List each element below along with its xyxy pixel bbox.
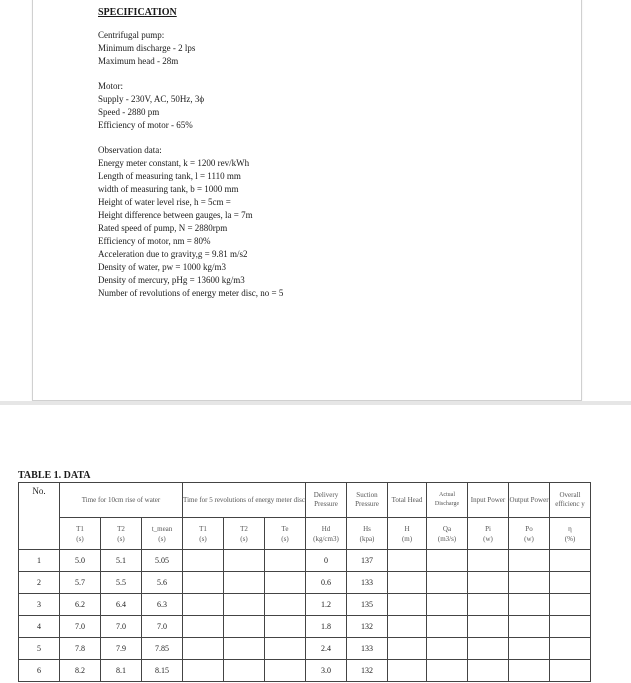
header-water-rise: Time for 10cm rise of water — [60, 483, 183, 518]
table-cell — [224, 572, 265, 594]
table-cell — [468, 616, 509, 638]
table-cell — [388, 550, 427, 572]
table-cell — [183, 550, 224, 572]
observation-line: Height of water level rise, h = 5cm = — [98, 197, 231, 207]
table-cell: 6.3 — [142, 594, 183, 616]
sub-unit: (s) — [240, 534, 248, 543]
observation-line: Efficiency of motor, nm = 80% — [98, 236, 211, 246]
motor-line: Motor: — [98, 81, 124, 91]
table-cell — [388, 616, 427, 638]
table-cell: 7.9 — [101, 638, 142, 660]
table-cell — [388, 660, 427, 682]
page-gap — [0, 401, 631, 405]
subheader-cell — [265, 518, 306, 550]
table-cell — [224, 594, 265, 616]
table-cell: 0.6 — [306, 572, 347, 594]
sub-symbol: Po — [525, 524, 533, 533]
table-cell: 2.4 — [306, 638, 347, 660]
motor-line: Supply - 230V, AC, 50Hz, 3ϕ — [98, 94, 205, 104]
observation-block — [98, 144, 283, 300]
table-cell — [265, 594, 306, 616]
table-cell — [427, 660, 468, 682]
subheader-cell — [306, 518, 347, 550]
sub-symbol: Hd — [321, 524, 331, 533]
header-energy-disc: Time for 5 revolutions of energy meter disc — [183, 483, 306, 518]
table-cell — [509, 594, 550, 616]
row-number: 4 — [19, 616, 60, 638]
subheader-cell — [101, 518, 142, 550]
header-overall-efficiency: Overall efficienc y — [550, 483, 591, 518]
table-cell — [550, 594, 591, 616]
table-row — [19, 660, 591, 682]
table-cell — [183, 572, 224, 594]
table-row — [19, 616, 591, 638]
table-cell: 137 — [347, 550, 388, 572]
subheader-cell — [388, 518, 427, 550]
observation-line: Rated speed of pump, N = 2880rpm — [98, 223, 228, 233]
table-row — [19, 572, 591, 594]
sub-symbol: Hs — [363, 524, 371, 533]
table-cell — [509, 572, 550, 594]
observation-line: Energy meter constant, k = 1200 rev/kWh — [98, 158, 250, 168]
table-cell — [509, 616, 550, 638]
observation-line: Observation data: — [98, 145, 162, 155]
table-cell — [427, 616, 468, 638]
row-number: 3 — [19, 594, 60, 616]
table-cell — [509, 660, 550, 682]
header-no: No. — [19, 483, 60, 550]
table-cell — [183, 616, 224, 638]
sub-symbol: H — [404, 524, 410, 533]
sub-unit: (s) — [199, 534, 207, 543]
table-cell — [427, 638, 468, 660]
table-cell: 7.0 — [60, 616, 101, 638]
subheader-cell — [468, 518, 509, 550]
observation-line: Density of water, pw = 1000 kg/m3 — [98, 262, 226, 272]
sub-unit: (w) — [524, 534, 534, 543]
sub-unit: (kpa) — [359, 534, 375, 543]
motor-line: Efficiency of motor - 65% — [98, 120, 193, 130]
table-cell — [468, 550, 509, 572]
table-cell — [265, 616, 306, 638]
subheader-cell — [427, 518, 468, 550]
row-number: 1 — [19, 550, 60, 572]
table-cell — [265, 550, 306, 572]
table-cell: 133 — [347, 638, 388, 660]
header-output-power: Output Power — [509, 483, 550, 518]
pump-block — [98, 29, 283, 68]
table-cell — [427, 572, 468, 594]
subheader-cell — [60, 518, 101, 550]
pump-line: Minimum discharge - 2 lps — [98, 43, 196, 53]
sub-unit: (m) — [401, 534, 413, 543]
row-number: 5 — [19, 638, 60, 660]
observation-line: Length of measuring tank, l = 1110 mm — [98, 171, 241, 181]
table-cell — [427, 594, 468, 616]
table-cell: 7.8 — [60, 638, 101, 660]
table-cell: 5.0 — [60, 550, 101, 572]
sub-symbol: t_mean — [151, 524, 173, 533]
table-cell: 5.6 — [142, 572, 183, 594]
sub-unit: (s) — [158, 534, 166, 543]
table-cell: 7.0 — [142, 616, 183, 638]
observation-line: width of measuring tank, b = 1000 mm — [98, 184, 239, 194]
table-cell: 6.2 — [60, 594, 101, 616]
table-cell — [388, 572, 427, 594]
subheader-cell — [183, 518, 224, 550]
table-cell: 132 — [347, 616, 388, 638]
motor-block — [98, 80, 283, 132]
table-cell — [183, 660, 224, 682]
sub-unit: (%) — [564, 534, 576, 543]
observation-line: Number of revolutions of energy meter disc, no = 5 — [98, 288, 284, 298]
specification-section — [98, 6, 283, 312]
table-subheader-row — [19, 518, 591, 550]
table-cell: 8.1 — [101, 660, 142, 682]
table-cell — [224, 550, 265, 572]
table-cell — [265, 660, 306, 682]
table-cell — [224, 638, 265, 660]
table-cell — [468, 572, 509, 594]
table-cell — [427, 550, 468, 572]
table-cell — [550, 616, 591, 638]
observation-line: Acceleration due to gravity,g = 9.81 m/s2 — [98, 249, 248, 259]
table-cell: 132 — [347, 660, 388, 682]
table-cell: 8.2 — [60, 660, 101, 682]
table-title: TABLE 1. DATA — [18, 470, 91, 481]
sub-symbol: T1 — [199, 524, 207, 533]
motor-line: Speed - 2880 pm — [98, 107, 160, 117]
table-cell — [550, 550, 591, 572]
table-cell: 0 — [306, 550, 347, 572]
subheader-cell — [509, 518, 550, 550]
sub-unit: (m3/s) — [437, 534, 457, 543]
table-header-row — [19, 483, 591, 518]
table-cell: 5.7 — [60, 572, 101, 594]
subheader-cell — [550, 518, 591, 550]
table-cell: 7.85 — [142, 638, 183, 660]
table-cell: 5.1 — [101, 550, 142, 572]
table-cell: 3.0 — [306, 660, 347, 682]
sub-symbol: η — [568, 524, 572, 533]
table-cell — [509, 550, 550, 572]
table-cell: 6.4 — [101, 594, 142, 616]
table-cell: 135 — [347, 594, 388, 616]
table-cell — [388, 594, 427, 616]
table-cell — [468, 638, 509, 660]
table-cell: 133 — [347, 572, 388, 594]
header-actual-discharge: Actual Discharge — [427, 483, 468, 518]
sub-symbol: T1 — [76, 524, 84, 533]
sub-symbol: Te — [281, 524, 289, 533]
header-input-power: Input Power — [468, 483, 509, 518]
row-number: 2 — [19, 572, 60, 594]
table-row — [19, 550, 591, 572]
table-body — [19, 550, 591, 682]
observation-line: Density of mercury, pHg = 13600 kg/m3 — [98, 275, 245, 285]
table-row — [19, 638, 591, 660]
table-cell — [550, 660, 591, 682]
sub-unit: (s) — [76, 534, 84, 543]
header-delivery: Delivery Pressure — [306, 483, 347, 518]
table-cell: 5.5 — [101, 572, 142, 594]
table-cell — [468, 594, 509, 616]
header-suction: Suction Pressure — [347, 483, 388, 518]
row-number: 6 — [19, 660, 60, 682]
table-cell — [224, 616, 265, 638]
table-cell — [183, 638, 224, 660]
table-cell — [265, 638, 306, 660]
sub-unit: (s) — [281, 534, 289, 543]
sub-unit: (w) — [483, 534, 493, 543]
sub-unit: (kg/cm3) — [313, 534, 339, 543]
pump-line: Centrifugal pump: — [98, 30, 165, 40]
table-row — [19, 594, 591, 616]
sub-symbol: Pi — [485, 524, 491, 533]
table-cell: 1.2 — [306, 594, 347, 616]
subheader-cell — [347, 518, 388, 550]
table-cell — [183, 594, 224, 616]
table-cell: 8.15 — [142, 660, 183, 682]
spec-heading: SPECIFICATION — [98, 7, 177, 18]
table-cell — [550, 572, 591, 594]
table-cell — [468, 660, 509, 682]
table-cell — [224, 660, 265, 682]
subheader-cell — [224, 518, 265, 550]
pump-line: Maximum head - 28m — [98, 56, 179, 66]
observation-line: Height difference between gauges, la = 7m — [98, 210, 253, 220]
table-cell: 5.05 — [142, 550, 183, 572]
sub-unit: (s) — [117, 534, 125, 543]
table-cell: 1.8 — [306, 616, 347, 638]
data-table — [18, 482, 591, 682]
sub-symbol: Qa — [442, 524, 452, 533]
table-cell: 7.0 — [101, 616, 142, 638]
table-cell — [388, 638, 427, 660]
header-total-head: Total Head — [388, 483, 427, 518]
table-cell — [550, 638, 591, 660]
subheader-cell — [142, 518, 183, 550]
table-cell — [265, 572, 306, 594]
table-cell — [509, 638, 550, 660]
sub-symbol: T2 — [240, 524, 248, 533]
sub-symbol: T2 — [117, 524, 125, 533]
